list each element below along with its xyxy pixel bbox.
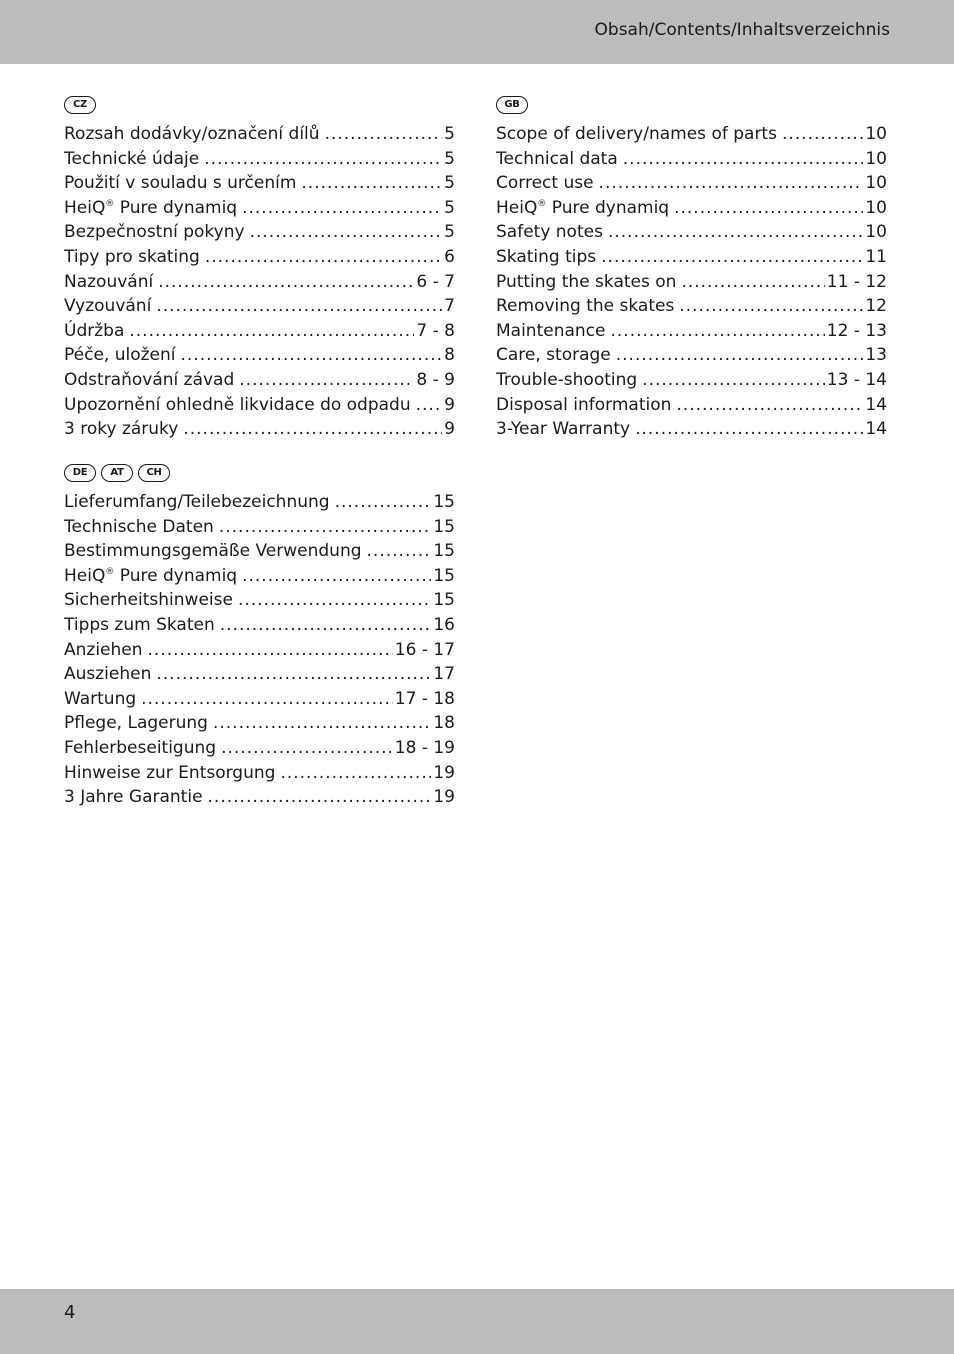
dot-leader — [183, 419, 442, 439]
toc-entry-title-text: 3-Year Warranty — [496, 419, 631, 440]
toc-entry — [496, 124, 887, 149]
toc-entry — [64, 566, 455, 591]
dot-leader — [220, 615, 432, 635]
toc-entry — [496, 419, 887, 444]
registered-mark: ® — [105, 198, 115, 209]
dot-leader — [674, 198, 863, 218]
toc-entry-title — [64, 272, 153, 292]
toc-entry-title-text: Technical data — [496, 148, 618, 169]
toc-entry-page: 17 - 18 — [394, 688, 455, 709]
toc-entry-title-text: Skating tips — [496, 246, 597, 267]
toc-entry-title-text: Lieferumfang/Teilebezeichnung — [64, 492, 330, 512]
toc-entry — [64, 763, 455, 788]
toc-entry-title — [496, 198, 669, 218]
toc-entry-title-text: 3 roky záruky — [64, 419, 179, 440]
toc-entry — [64, 664, 455, 689]
country-code-badge: CZ — [64, 96, 96, 114]
toc-entry-page: 12 - 13 — [826, 320, 887, 341]
toc-entry-title-text: Nazouvání — [64, 271, 154, 292]
toc-entry-page: 7 — [444, 296, 455, 317]
dot-leader — [608, 222, 863, 242]
toc-entry-title — [496, 222, 603, 242]
dot-leader — [280, 763, 431, 783]
toc-entry-title — [64, 173, 296, 193]
toc-entry — [64, 615, 455, 640]
toc-entry-title-suffix: Pure dynamiq — [114, 565, 238, 586]
toc-entry-title — [64, 738, 216, 758]
dot-leader — [219, 517, 432, 537]
toc-entry-title — [64, 321, 124, 341]
toc-entry-page: 19 — [433, 787, 455, 808]
dot-leader — [367, 541, 432, 561]
toc-entry-title — [64, 689, 136, 709]
dot-leader — [221, 738, 393, 758]
toc-entry-page: 10 — [865, 148, 887, 169]
toc-entry — [64, 787, 455, 812]
country-code-badge: DE — [64, 464, 96, 482]
toc-entry-title — [64, 296, 151, 316]
toc-entry-page: 14 — [865, 419, 887, 440]
dot-leader — [616, 345, 864, 365]
dot-leader — [642, 370, 825, 390]
country-code-badge: CH — [138, 464, 170, 482]
toc-entry — [64, 321, 455, 346]
toc-entry-page: 9 — [444, 394, 455, 415]
toc-entry-title-text: HeiQ — [496, 197, 538, 218]
toc-entry-page: 11 - 12 — [826, 271, 887, 292]
toc-entry-title-text: Tipy pro skating — [64, 246, 200, 267]
toc-entry — [496, 395, 887, 420]
toc-entry — [496, 149, 887, 174]
toc-entry-title-text: Pflege, Lagerung — [64, 713, 208, 734]
toc-entry-title — [64, 247, 200, 267]
toc-entry-page: 19 — [433, 762, 455, 783]
toc-entry-title-text: Údržba — [64, 320, 125, 341]
dot-leader — [623, 149, 864, 169]
toc-entry-page: 15 — [433, 541, 455, 562]
toc-entry-title — [64, 787, 203, 807]
toc-entry — [64, 296, 455, 321]
toc-entry-page: 10 — [865, 124, 887, 144]
page-number: 4 — [64, 1302, 76, 1323]
toc-entry-page: 15 — [433, 590, 455, 611]
page-header-title: Obsah/Contents/Inhaltsverzeichnis — [594, 20, 890, 40]
toc-entry-page: 5 — [444, 173, 455, 194]
toc-entry-page: 10 — [865, 222, 887, 243]
toc-section-gb — [496, 96, 887, 444]
toc-entry — [496, 247, 887, 272]
toc-entry — [64, 222, 455, 247]
dot-leader — [156, 664, 431, 684]
toc-entry-title — [64, 763, 275, 783]
dot-leader — [208, 787, 432, 807]
toc-entry — [496, 173, 887, 198]
toc-entry — [64, 541, 455, 566]
toc-entry-title — [64, 590, 233, 610]
toc-entry-title — [64, 149, 199, 169]
toc-entry-page: 14 — [865, 394, 887, 415]
toc-entry-title — [64, 541, 362, 561]
toc-section-de — [64, 464, 455, 812]
toc-list — [496, 124, 887, 444]
toc-entry — [64, 689, 455, 714]
toc-entry-title-text: HeiQ — [64, 565, 106, 586]
toc-entry-title — [496, 124, 777, 144]
toc-entry-page: 15 — [433, 516, 455, 537]
toc-entry-title-text: Použití v souladu s určením — [64, 173, 297, 194]
toc-entry — [496, 198, 887, 223]
toc-entry — [64, 492, 455, 517]
toc-entry — [64, 419, 455, 444]
toc-entry-page: 15 — [433, 492, 455, 512]
toc-entry-page: 5 — [444, 148, 455, 169]
toc-entry — [64, 149, 455, 174]
toc-entry-page: 6 - 7 — [416, 271, 455, 292]
toc-entry-title-text: Safety notes — [496, 222, 603, 243]
toc-entry — [64, 173, 455, 198]
toc-entry-title — [496, 296, 674, 316]
toc-entry-title-text: Scope of delivery/names of parts — [496, 124, 777, 144]
toc-entry-title-text: Anziehen — [64, 639, 143, 660]
dot-leader — [238, 590, 431, 610]
toc-entry-title-text: HeiQ — [64, 197, 106, 218]
toc-entry-title-text: Hinweise zur Entsorgung — [64, 762, 276, 783]
toc-entry-title-text: Care, storage — [496, 345, 611, 366]
toc-entry-page: 5 — [444, 197, 455, 218]
toc-entry-title-text: Péče, uložení — [64, 345, 176, 366]
toc-entry-title-text: Upozornění ohledně likvidace do odpadu — [64, 394, 411, 415]
dot-leader — [635, 419, 863, 439]
toc-entry — [64, 640, 455, 665]
toc-entry — [64, 198, 455, 223]
country-code-badge: AT — [101, 464, 133, 482]
dot-leader — [335, 492, 432, 512]
toc-entry-page: 10 — [865, 173, 887, 194]
dot-leader — [610, 321, 824, 341]
toc-entry-page: 9 — [444, 419, 455, 440]
dot-leader — [679, 296, 863, 316]
language-badges — [496, 96, 887, 116]
dot-leader — [156, 296, 442, 316]
dot-leader — [239, 370, 414, 390]
toc-entry-page: 18 — [433, 713, 455, 734]
toc-entry-title-text: Odstraňování závad — [64, 369, 235, 390]
toc-entry-title — [496, 247, 596, 267]
dot-leader — [141, 689, 393, 709]
registered-mark: ® — [537, 198, 547, 209]
toc-entry-title — [64, 517, 214, 537]
toc-entry-title — [64, 124, 320, 144]
dot-leader — [129, 321, 414, 341]
toc-entry-title-text: Wartung — [64, 688, 137, 709]
dot-leader — [205, 247, 442, 267]
toc-entry-page: 15 — [433, 565, 455, 586]
toc-entry-page: 13 - 14 — [826, 369, 887, 390]
toc-entry-title-text: Technische Daten — [64, 516, 214, 537]
toc-entry-page: 13 — [865, 345, 887, 366]
toc-entry-title-text: Bestimmungsgemäße Verwendung — [64, 541, 362, 562]
toc-entry — [64, 590, 455, 615]
toc-entry-title — [64, 640, 143, 660]
toc-entry-title — [496, 272, 676, 292]
toc-entry — [496, 370, 887, 395]
toc-entry-title — [496, 395, 671, 415]
dot-leader — [148, 640, 393, 660]
toc-entry-page: 11 — [865, 246, 887, 267]
toc-entry-title — [496, 345, 611, 365]
toc-entry — [496, 345, 887, 370]
toc-entry-title — [64, 222, 245, 242]
dot-leader — [242, 198, 442, 218]
country-code-badge: GB — [496, 96, 528, 114]
toc-entry-title-text: Putting the skates on — [496, 271, 677, 292]
toc-list — [64, 124, 455, 444]
toc-entry-title — [64, 492, 330, 512]
dot-leader — [676, 395, 863, 415]
toc-entry-title — [64, 713, 208, 733]
dot-leader — [181, 345, 443, 365]
toc-entry-title — [64, 345, 176, 365]
toc-entry — [496, 321, 887, 346]
toc-entry — [64, 345, 455, 370]
toc-entry-title-text: 3 Jahre Garantie — [64, 787, 203, 808]
dot-leader — [599, 173, 864, 193]
toc-entry-page: 16 — [433, 614, 455, 635]
dot-leader — [250, 222, 443, 242]
toc-entry-page: 8 — [444, 345, 455, 366]
toc-entry-page: 12 — [865, 296, 887, 317]
toc-entry-title-text: Vyzouvání — [64, 296, 152, 317]
toc-entry-title — [496, 419, 630, 439]
toc-entry — [496, 296, 887, 321]
registered-mark: ® — [105, 566, 115, 577]
dot-leader — [213, 713, 431, 733]
toc-entry-title — [64, 615, 215, 635]
footer-band — [0, 1289, 954, 1354]
dot-leader — [242, 566, 431, 586]
toc-entry-title — [64, 198, 237, 218]
toc-entry-title-suffix: Pure dynamiq — [546, 197, 670, 218]
toc-entry — [496, 272, 887, 297]
toc-entry-title-text: Correct use — [496, 173, 594, 194]
toc-entry-page: 10 — [865, 197, 887, 218]
toc-entry-title-text: Ausziehen — [64, 664, 152, 685]
toc-entry-page: 17 — [433, 664, 455, 685]
toc-entry — [64, 713, 455, 738]
dot-leader — [782, 124, 863, 144]
language-badges — [64, 96, 455, 116]
toc-entry-title-text: Technické údaje — [64, 148, 200, 169]
toc-entry-title-text: Maintenance — [496, 320, 606, 341]
toc-entry-page: 16 - 17 — [394, 639, 455, 660]
toc-entry-title-text: Fehlerbeseitigung — [64, 737, 217, 758]
toc-entry-page: 5 — [444, 124, 455, 144]
toc-entry-title-text: Removing the skates — [496, 296, 675, 317]
toc-entry-title — [496, 173, 594, 193]
toc-entry-title — [64, 395, 411, 415]
toc-entry-title-suffix: Pure dynamiq — [114, 197, 238, 218]
toc-entry-page: 18 - 19 — [394, 737, 455, 758]
dot-leader — [416, 395, 443, 415]
toc-section-cz — [64, 96, 455, 444]
toc-entry-title-text: Disposal information — [496, 394, 672, 415]
toc-entry — [64, 124, 455, 149]
toc-entry-title — [64, 664, 151, 684]
toc-entry-page: 5 — [444, 222, 455, 243]
dot-leader — [601, 247, 863, 267]
toc-entry-title-text: Rozsah dodávky/označení dílů — [64, 124, 320, 144]
toc-entry-title — [64, 370, 234, 390]
toc-entry — [496, 222, 887, 247]
toc-entry — [64, 247, 455, 272]
toc-entry — [64, 272, 455, 297]
toc-entry-title-text: Sicherheitshinweise — [64, 590, 233, 611]
toc-entry-title-text: Bezpečnostní pokyny — [64, 222, 245, 243]
toc-entry-page: 8 - 9 — [416, 369, 455, 390]
toc-entry-title-text: Tipps zum Skaten — [64, 614, 215, 635]
toc-entry-title — [496, 370, 637, 390]
language-badges — [64, 464, 455, 484]
toc-entry-title-text: Trouble-shooting — [496, 369, 638, 390]
toc-entry-page: 6 — [444, 246, 455, 267]
toc-entry-page: 7 - 8 — [416, 320, 455, 341]
toc-entry — [64, 517, 455, 542]
dot-leader — [158, 272, 414, 292]
dot-leader — [681, 272, 824, 292]
toc-entry-title — [496, 321, 605, 341]
toc-entry-title — [64, 566, 237, 586]
toc-entry — [64, 738, 455, 763]
dot-leader — [325, 124, 443, 144]
toc-entry-title — [64, 419, 178, 439]
toc-entry-title — [496, 149, 618, 169]
dot-leader — [204, 149, 442, 169]
toc-list — [64, 492, 455, 812]
toc-entry — [64, 395, 455, 420]
toc-entry — [64, 370, 455, 395]
dot-leader — [301, 173, 442, 193]
